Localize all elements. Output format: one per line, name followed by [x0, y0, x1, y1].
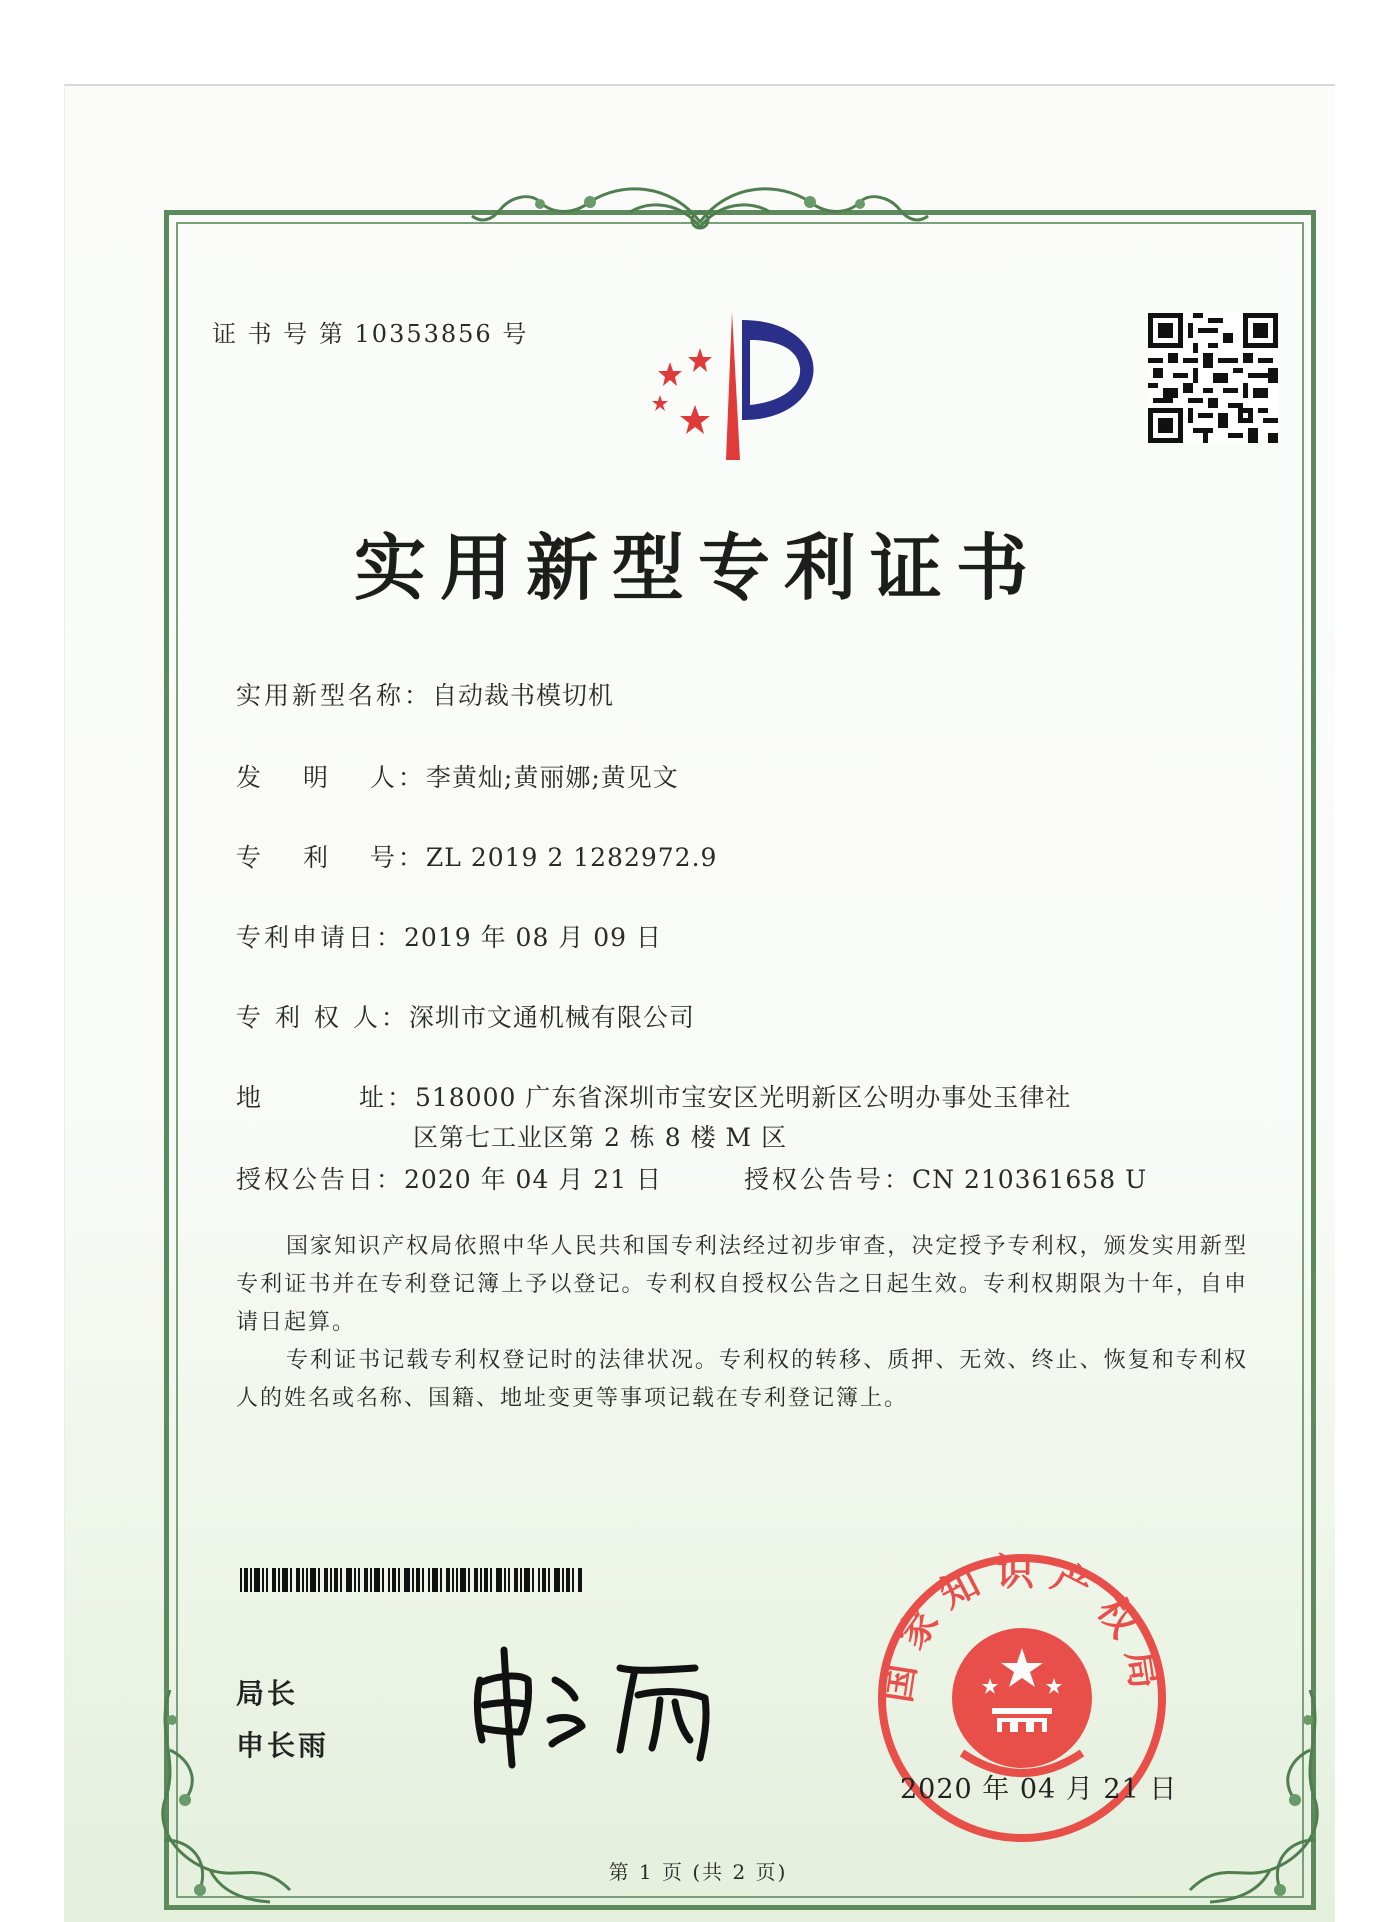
field-grant-number: [744, 1160, 1147, 1196]
field-grant-number-value: CN 210361658 U: [912, 1165, 1148, 1194]
field-name: [236, 676, 614, 712]
field-apply-date-value: 2019 年 08 月 09 日: [404, 923, 662, 952]
director-name: 申长雨: [236, 1729, 330, 1762]
body-paragraph-1: 国家知识产权局依照中华人民共和国专利法经过初步审查，决定授予专利权，颁发实用新型专利证书并在专利登记簿上予以登记。专利权自授权公告之日起生效。专利权期限为十年，自申请日起算。: [236, 1234, 1248, 1335]
field-address-line1: 518000 广东省深圳市宝安区光明新区公明办事处玉律社: [414, 1083, 1072, 1112]
body-paragraph-2: 专利证书记载专利权登记时的法律状况。专利权的转移、质押、无效、终止、恢复和专利权人的姓名或名称、国籍、地址变更等事项记载在专利登记簿上。: [236, 1348, 1248, 1411]
field-patent-number-label: 专 利 号：: [236, 843, 426, 872]
field-inventor-value: 李黄灿;黄丽娜;黄见文: [425, 763, 679, 792]
field-grant-date: [236, 1160, 662, 1196]
field-address-label: 地 址：: [236, 1083, 415, 1112]
field-inventor-label: 发 明 人：: [236, 763, 426, 792]
barcode-icon: [240, 1568, 582, 1592]
field-holder-label: 专 利 权 人：: [236, 1003, 409, 1032]
top-ornament-icon: [470, 172, 930, 242]
signature-icon: [460, 1640, 750, 1770]
field-grant-date-label: 授权公告日：: [236, 1165, 405, 1194]
field-apply-date: [236, 918, 662, 954]
field-inventor: [236, 758, 679, 794]
bottom-right-ornament-icon: [1180, 1690, 1330, 1920]
patent-office-logo-icon: [640, 300, 850, 460]
field-name-value: 自动裁书模切机: [432, 681, 615, 710]
field-apply-date-label: 专利申请日：: [236, 923, 405, 952]
seal-date: 2020 年 04 月 21 日: [900, 1774, 1178, 1805]
field-grant-number-label: 授权公告号：: [744, 1165, 913, 1194]
certificate-number: [212, 314, 528, 349]
page-title: 实用新型专利证书: [353, 526, 1042, 610]
field-patent-number: [236, 838, 717, 874]
field-holder: [236, 998, 695, 1034]
field-address: [236, 1078, 1071, 1114]
qr-code-icon: [1148, 313, 1278, 443]
field-patent-number-value: ZL 2019 2 1282972.9: [425, 843, 718, 872]
director-title: 局长: [236, 1677, 299, 1710]
certificate-number-value: 10353856: [354, 320, 493, 348]
field-address-line2: 区第七工业区第 2 栋 8 楼 M 区: [413, 1123, 788, 1152]
field-grant-date-value: 2020 年 04 月 21 日: [404, 1165, 662, 1194]
page-number: 第 1 页 (共 2 页): [608, 1860, 788, 1884]
seal-text: 国家知识产权局: [874, 1549, 1170, 1706]
certificate-number-label: 证 书 号 第: [212, 320, 345, 348]
certificate-number-suffix: 号: [502, 320, 529, 348]
field-name-label: 实用新型名称：: [236, 681, 433, 710]
field-holder-value: 深圳市文通机械有限公司: [408, 1003, 695, 1032]
